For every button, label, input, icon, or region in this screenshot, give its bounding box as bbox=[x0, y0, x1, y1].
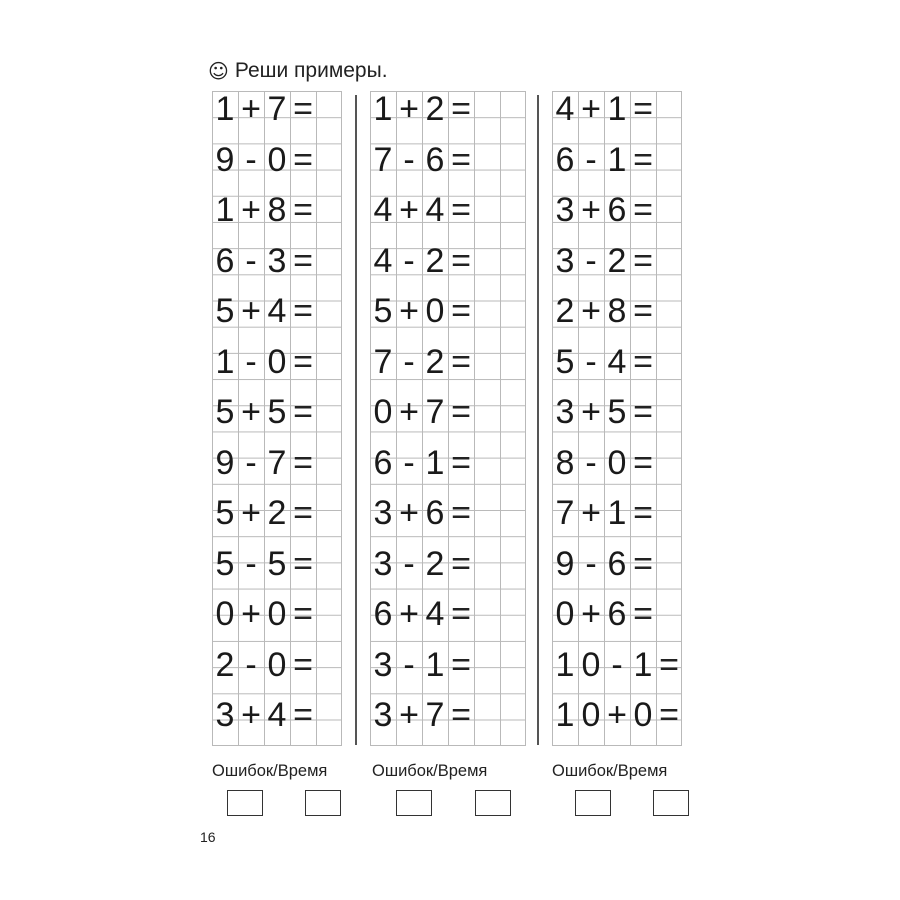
smiley-icon: ☺ bbox=[208, 59, 229, 83]
example-row bbox=[370, 544, 474, 584]
operand-b: 5 bbox=[267, 544, 287, 583]
operator: - bbox=[245, 544, 257, 583]
page-header bbox=[208, 56, 388, 86]
equals-sign: = bbox=[633, 90, 653, 128]
equals-sign: = bbox=[633, 544, 653, 583]
equals-sign: = bbox=[293, 645, 313, 684]
operator: + bbox=[241, 494, 261, 532]
equals-sign: = bbox=[659, 645, 679, 684]
operand-a-digit: 3 bbox=[555, 191, 575, 229]
operator: + bbox=[581, 292, 601, 330]
operand-a-digit: 1 bbox=[555, 696, 575, 734]
equals-sign: = bbox=[633, 241, 653, 280]
operand-a-digit: 9 bbox=[215, 443, 235, 482]
example-row bbox=[552, 392, 656, 432]
example-row bbox=[552, 190, 656, 230]
operand-a-digit: 1 bbox=[555, 645, 575, 684]
equals-sign: = bbox=[633, 292, 653, 330]
operand-b: 4 bbox=[267, 292, 287, 330]
equals-sign: = bbox=[451, 393, 471, 431]
operator: - bbox=[403, 544, 415, 583]
operand-b: 1 bbox=[607, 140, 627, 179]
operator: - bbox=[585, 342, 597, 381]
operand-b: 0 bbox=[607, 443, 627, 482]
equals-sign: = bbox=[659, 696, 679, 734]
example-row bbox=[552, 241, 656, 281]
operator: + bbox=[581, 191, 601, 229]
instruction-text: Реши примеры. bbox=[234, 59, 388, 82]
example-row bbox=[212, 241, 316, 281]
operand-a-digit: 5 bbox=[215, 544, 235, 583]
example-row bbox=[370, 493, 474, 533]
operator: + bbox=[581, 90, 601, 128]
operand-a-digit: 4 bbox=[555, 90, 575, 128]
operand-a-digit: 3 bbox=[555, 393, 575, 431]
example-row bbox=[370, 241, 474, 281]
equals-sign: = bbox=[451, 292, 471, 330]
equals-sign: = bbox=[451, 90, 471, 128]
example-row bbox=[552, 443, 656, 483]
equals-sign: = bbox=[451, 241, 471, 280]
operand-a-digit: 0 bbox=[555, 595, 575, 633]
operand-a-digit: 9 bbox=[215, 140, 235, 179]
operator: - bbox=[585, 443, 597, 482]
equals-sign: = bbox=[633, 443, 653, 482]
operand-b: 6 bbox=[607, 595, 627, 633]
example-row bbox=[552, 342, 656, 382]
operand-b: 2 bbox=[425, 544, 445, 583]
operand-a-digit: 5 bbox=[555, 342, 575, 381]
operator: + bbox=[399, 595, 419, 633]
errors-time-label-3: Ошибок/Время bbox=[552, 762, 668, 780]
operator: + bbox=[241, 292, 261, 330]
operand-a-digit: 2 bbox=[555, 292, 575, 330]
operand-a-digit: 5 bbox=[215, 292, 235, 330]
operand-a-digit: 1 bbox=[215, 191, 235, 229]
operator: + bbox=[399, 696, 419, 734]
operand-a-digit: 6 bbox=[373, 443, 393, 482]
equals-sign: = bbox=[633, 393, 653, 431]
operand-b: 2 bbox=[425, 241, 445, 280]
operator: + bbox=[581, 393, 601, 431]
time-box-2[interactable] bbox=[475, 790, 511, 816]
operand-b: 0 bbox=[267, 645, 287, 684]
operator: + bbox=[399, 494, 419, 532]
time-box-3[interactable] bbox=[653, 790, 689, 816]
operand-a-digit: 0 bbox=[581, 645, 601, 684]
equals-sign: = bbox=[293, 241, 313, 280]
operator: - bbox=[403, 140, 415, 179]
equals-sign: = bbox=[451, 595, 471, 633]
operand-b: 1 bbox=[425, 645, 445, 684]
equals-sign: = bbox=[633, 140, 653, 179]
operator: - bbox=[245, 241, 257, 280]
example-row bbox=[370, 392, 474, 432]
operand-b: 0 bbox=[425, 292, 445, 330]
operand-a-digit: 3 bbox=[215, 696, 235, 734]
equals-sign: = bbox=[451, 645, 471, 684]
operand-b: 3 bbox=[267, 241, 287, 280]
equals-sign: = bbox=[293, 494, 313, 532]
example-row bbox=[212, 443, 316, 483]
operand-a-digit: 8 bbox=[555, 443, 575, 482]
equals-sign: = bbox=[451, 696, 471, 734]
equals-sign: = bbox=[451, 494, 471, 532]
example-row bbox=[212, 89, 316, 129]
example-row bbox=[370, 594, 474, 634]
operand-a-digit: 0 bbox=[581, 696, 601, 734]
example-row bbox=[552, 493, 656, 533]
equals-sign: = bbox=[451, 342, 471, 381]
example-row bbox=[370, 645, 474, 685]
operator: + bbox=[241, 393, 261, 431]
operand-b: 6 bbox=[607, 544, 627, 583]
equals-sign: = bbox=[451, 544, 471, 583]
example-row bbox=[212, 594, 316, 634]
example-row bbox=[552, 140, 656, 180]
operand-a-digit: 3 bbox=[373, 494, 393, 532]
operator: + bbox=[241, 595, 261, 633]
operand-b: 7 bbox=[425, 696, 445, 734]
example-row bbox=[370, 140, 474, 180]
operand-b: 7 bbox=[267, 90, 287, 128]
operand-a-digit: 1 bbox=[373, 90, 393, 128]
equals-sign: = bbox=[293, 140, 313, 179]
equals-sign: = bbox=[293, 191, 313, 229]
time-box-1[interactable] bbox=[305, 790, 341, 816]
equals-sign: = bbox=[293, 292, 313, 330]
example-row bbox=[552, 594, 656, 634]
operand-b: 4 bbox=[267, 696, 287, 734]
equals-sign: = bbox=[293, 90, 313, 128]
operator: - bbox=[403, 241, 415, 280]
example-row bbox=[212, 140, 316, 180]
operator: - bbox=[585, 140, 597, 179]
example-row bbox=[212, 392, 316, 432]
operand-b: 7 bbox=[267, 443, 287, 482]
operator: - bbox=[403, 342, 415, 381]
operand-b: 4 bbox=[607, 342, 627, 381]
operand-b: 1 bbox=[607, 494, 627, 532]
example-row bbox=[370, 291, 474, 331]
column-separator bbox=[537, 95, 539, 745]
example-row bbox=[552, 89, 656, 129]
operand-a-digit: 6 bbox=[373, 595, 393, 633]
operand-b: 2 bbox=[607, 241, 627, 280]
equals-sign: = bbox=[633, 342, 653, 381]
operand-b: 8 bbox=[607, 292, 627, 330]
operand-b: 2 bbox=[425, 90, 445, 128]
equals-sign: = bbox=[293, 595, 313, 633]
equals-sign: = bbox=[451, 191, 471, 229]
operand-a-digit: 7 bbox=[373, 342, 393, 381]
operand-b: 6 bbox=[425, 494, 445, 532]
example-row bbox=[212, 493, 316, 533]
operand-a-digit: 4 bbox=[373, 241, 393, 280]
operand-a-digit: 3 bbox=[373, 544, 393, 583]
example-row bbox=[212, 342, 316, 382]
operand-a-digit: 0 bbox=[215, 595, 235, 633]
operand-b: 0 bbox=[267, 140, 287, 179]
equals-sign: = bbox=[293, 393, 313, 431]
operand-b: 5 bbox=[267, 393, 287, 431]
example-row bbox=[370, 342, 474, 382]
operand-b: 1 bbox=[633, 645, 653, 684]
operand-b: 7 bbox=[425, 393, 445, 431]
equals-sign: = bbox=[633, 494, 653, 532]
example-row bbox=[552, 291, 656, 331]
operator: + bbox=[399, 292, 419, 330]
column-separator bbox=[355, 95, 357, 745]
operator: - bbox=[245, 645, 257, 684]
operand-a-digit: 2 bbox=[215, 645, 235, 684]
operator: + bbox=[399, 191, 419, 229]
operator: + bbox=[399, 90, 419, 128]
example-row bbox=[552, 544, 656, 584]
operand-b: 4 bbox=[425, 191, 445, 229]
operand-a-digit: 3 bbox=[373, 645, 393, 684]
equals-sign: = bbox=[293, 443, 313, 482]
equals-sign: = bbox=[633, 595, 653, 633]
operand-a-digit: 5 bbox=[373, 292, 393, 330]
errors-box-2[interactable] bbox=[396, 790, 432, 816]
operand-b: 4 bbox=[425, 595, 445, 633]
example-row bbox=[212, 645, 316, 685]
example-row bbox=[370, 89, 474, 129]
operand-a-digit: 1 bbox=[215, 90, 235, 128]
operand-b: 0 bbox=[267, 342, 287, 381]
operand-a-digit: 7 bbox=[373, 140, 393, 179]
example-row bbox=[212, 544, 316, 584]
operator: + bbox=[241, 696, 261, 734]
equals-sign: = bbox=[451, 443, 471, 482]
operand-a-digit: 3 bbox=[555, 241, 575, 280]
example-row bbox=[212, 695, 316, 735]
operand-b: 8 bbox=[267, 191, 287, 229]
operand-b: 6 bbox=[425, 140, 445, 179]
operator: + bbox=[581, 595, 601, 633]
operand-a-digit: 6 bbox=[555, 140, 575, 179]
operand-b: 0 bbox=[633, 696, 653, 734]
example-row bbox=[370, 695, 474, 735]
operand-a-digit: 3 bbox=[373, 696, 393, 734]
example-row bbox=[212, 190, 316, 230]
operator: + bbox=[241, 90, 261, 128]
operator: - bbox=[245, 443, 257, 482]
example-row bbox=[552, 645, 682, 685]
operator: - bbox=[403, 443, 415, 482]
operand-b: 2 bbox=[267, 494, 287, 532]
operand-b: 2 bbox=[425, 342, 445, 381]
errors-time-label-1: Ошибок/Время bbox=[212, 762, 328, 780]
equals-sign: = bbox=[451, 140, 471, 179]
errors-box-3[interactable] bbox=[575, 790, 611, 816]
equals-sign: = bbox=[293, 342, 313, 381]
example-row bbox=[370, 443, 474, 483]
page-number: 16 bbox=[200, 829, 216, 845]
operator: + bbox=[399, 393, 419, 431]
operator: + bbox=[607, 696, 627, 734]
operator: - bbox=[403, 645, 415, 684]
operand-b: 5 bbox=[607, 393, 627, 431]
operand-a-digit: 6 bbox=[215, 241, 235, 280]
equals-sign: = bbox=[633, 191, 653, 229]
operator: - bbox=[611, 645, 623, 684]
operand-a-digit: 4 bbox=[373, 191, 393, 229]
operator: + bbox=[241, 191, 261, 229]
operator: - bbox=[245, 140, 257, 179]
operator: - bbox=[585, 544, 597, 583]
operand-b: 0 bbox=[267, 595, 287, 633]
equals-sign: = bbox=[293, 696, 313, 734]
operator: - bbox=[585, 241, 597, 280]
example-row bbox=[212, 291, 316, 331]
operand-a-digit: 9 bbox=[555, 544, 575, 583]
operand-b: 1 bbox=[425, 443, 445, 482]
operand-a-digit: 7 bbox=[555, 494, 575, 532]
equals-sign: = bbox=[293, 544, 313, 583]
errors-box-1[interactable] bbox=[227, 790, 263, 816]
operand-a-digit: 1 bbox=[215, 342, 235, 381]
operand-a-digit: 5 bbox=[215, 393, 235, 431]
errors-time-label-2: Ошибок/Время bbox=[372, 762, 488, 780]
operator: - bbox=[245, 342, 257, 381]
operand-b: 6 bbox=[607, 191, 627, 229]
example-row bbox=[552, 695, 682, 735]
operand-b: 1 bbox=[607, 90, 627, 128]
operand-a-digit: 0 bbox=[373, 393, 393, 431]
operator: + bbox=[581, 494, 601, 532]
example-row bbox=[370, 190, 474, 230]
operand-a-digit: 5 bbox=[215, 494, 235, 532]
